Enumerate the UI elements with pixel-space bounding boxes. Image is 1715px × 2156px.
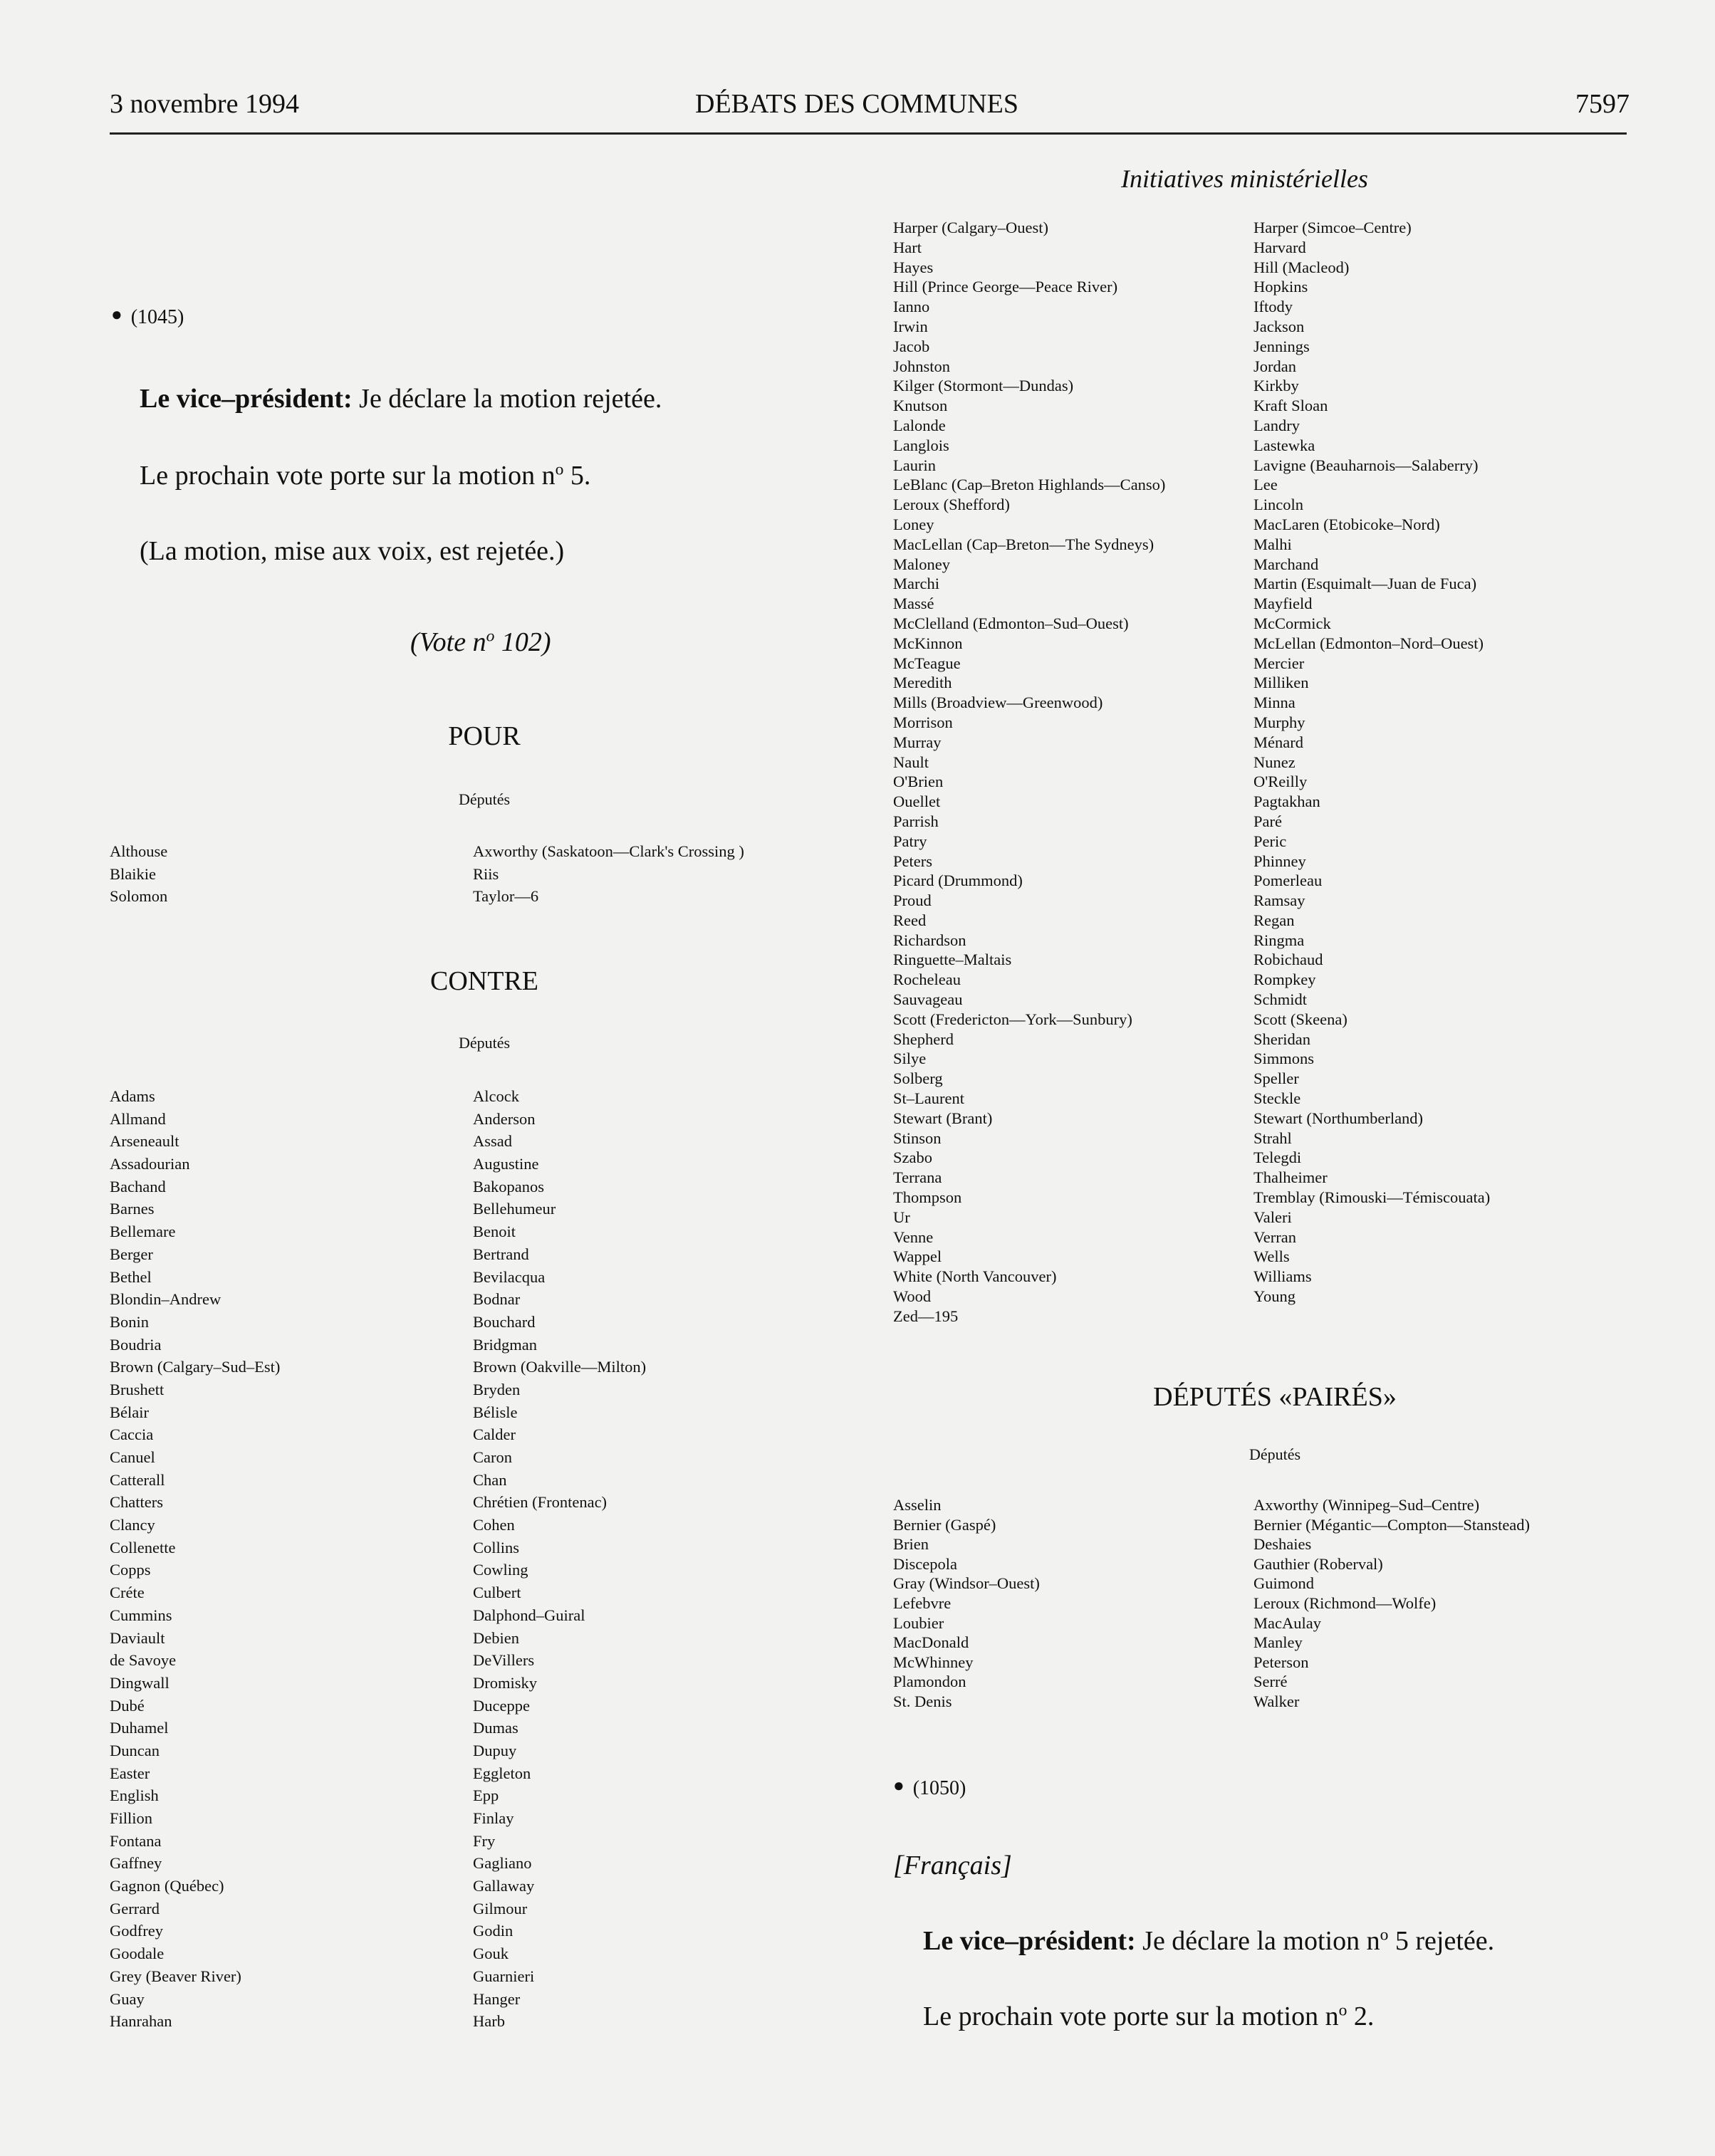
list-item: Grey (Beaver River) (110, 1967, 241, 1985)
list-item: Guimond (1253, 1574, 1315, 1593)
list-item: Hill (Prince George—Peace River) (893, 278, 1118, 296)
list-item: O'Brien (893, 773, 944, 791)
list-item: Solberg (893, 1069, 943, 1088)
list-item: Martin (Esquimalt—Juan de Fuca) (1253, 575, 1477, 593)
list-item: Assad (473, 1132, 512, 1151)
list-item: Maloney (893, 555, 950, 573)
list-item: Gerrard (110, 1899, 160, 1917)
list-item: Daviault (110, 1628, 165, 1647)
list-item: Cowling (473, 1561, 528, 1579)
list-item: Morrison (893, 713, 953, 731)
next-vote-paragraph-2: Le prochain vote porte sur la motion $n^o$ 2. (923, 2001, 1375, 2031)
list-item: Robichaud (1253, 951, 1323, 969)
list-item: Assadourian (110, 1155, 190, 1173)
list-item: Harb (473, 2012, 505, 2031)
list-item: Kraft Sloan (1253, 397, 1328, 415)
list-item: Augustine (473, 1155, 539, 1173)
list-item: Simmons (1253, 1050, 1315, 1068)
list-item: Regan (1253, 911, 1295, 929)
next-vote-paragraph: Le prochain vote porte sur la motion $n^o$ 5. (140, 460, 591, 491)
list-item: Berger (110, 1245, 153, 1263)
list-item: Jacob (893, 337, 930, 355)
speaker-name-2: Le vice–président: (923, 1926, 1136, 1956)
page-number: 7597 (1575, 89, 1630, 119)
list-item: Catterall (110, 1470, 165, 1489)
list-item: Sauvageau (893, 990, 963, 1009)
list-item: Duceppe (473, 1696, 530, 1715)
list-item: Wells (1253, 1247, 1290, 1266)
list-item: Ringuette–Maltais (893, 951, 1012, 969)
list-item: Hart (893, 238, 922, 256)
list-item: Bellemare (110, 1223, 176, 1241)
list-item: Eggleton (473, 1764, 531, 1782)
list-item: Gagliano (473, 1854, 532, 1873)
list-item: Bevilacqua (473, 1267, 546, 1286)
header-rule (110, 132, 1627, 135)
list-item: Lincoln (1253, 496, 1303, 514)
list-item: Nault (893, 753, 929, 771)
list-item: Ramsay (1253, 891, 1305, 910)
list-item: Fry (473, 1831, 496, 1850)
list-item: Meredith (893, 674, 952, 692)
paires-subheading: Députés (1249, 1445, 1301, 1463)
header-title: DÉBATS DES COMMUNES (695, 89, 1018, 119)
list-item: Collins (473, 1538, 520, 1556)
list-item: DeVillers (473, 1651, 535, 1670)
list-item: Debien (473, 1628, 519, 1647)
list-item: Caccia (110, 1425, 154, 1444)
list-item: Lee (1253, 476, 1278, 494)
list-item: Guay (110, 1989, 145, 2008)
list-item: MacLellan (Cap–Breton—The Sydneys) (893, 535, 1154, 553)
list-item: Guarnieri (473, 1967, 535, 1985)
paires-col-1 (893, 1495, 1040, 1712)
list-item: St–Laurent (893, 1089, 964, 1108)
contre-heading: CONTRE (430, 966, 538, 996)
list-item: Pagtakhan (1253, 792, 1320, 811)
list-item: Gagnon (Québec) (110, 1877, 224, 1895)
list-item: Leroux (Richmond—Wolfe) (1253, 1594, 1437, 1612)
vote-number: (Vote $n^o$ 102) (410, 627, 551, 657)
list-item: Epp (473, 1786, 499, 1805)
speaker-paragraph-1: Le vice–président: Je déclare la motion rejetée. (140, 384, 662, 414)
list-item: Peric (1253, 832, 1287, 850)
list-item: Murphy (1253, 713, 1305, 731)
pour-col-1 (110, 840, 167, 908)
list-item: Strahl (1253, 1129, 1292, 1147)
list-item: Szabo (893, 1148, 932, 1167)
list-item: O'Reilly (1253, 773, 1308, 791)
pour-subheading: Députés (458, 790, 511, 808)
list-item: Bouchard (473, 1312, 536, 1331)
contre-col-2 (473, 1085, 646, 2033)
list-item: Alcock (473, 1087, 519, 1105)
list-item: Caron (473, 1448, 512, 1466)
list-item: Serré (1253, 1673, 1288, 1691)
list-item: Blaikie (110, 864, 156, 883)
list-item: Barnes (110, 1200, 155, 1218)
list-item: Stinson (893, 1129, 942, 1147)
list-item: Clancy (110, 1516, 155, 1534)
list-item: McKinnon (893, 634, 963, 652)
list-item: Lalonde (893, 416, 946, 434)
list-item: Silye (893, 1050, 927, 1068)
list-item: Fontana (110, 1831, 162, 1850)
list-item: Steckle (1253, 1089, 1301, 1108)
list-item: Axworthy (Saskatoon—Clark's Crossing ) (473, 842, 744, 860)
list-item: Gauthier (Roberval) (1253, 1554, 1383, 1573)
list-item: Anderson (473, 1109, 536, 1128)
list-item: Bethel (110, 1267, 152, 1286)
list-item: Brown (Calgary–Sud–Est) (110, 1358, 281, 1376)
list-item: Discepola (893, 1554, 957, 1573)
list-item: Tremblay (Rimouski—Témiscouata) (1253, 1188, 1491, 1207)
list-item: Laurin (893, 456, 936, 474)
list-item: Chrétien (Frontenac) (473, 1493, 608, 1512)
list-item: Bernier (Gaspé) (893, 1515, 996, 1534)
list-item: Dubé (110, 1696, 145, 1715)
list-item: Godfrey (110, 1922, 163, 1940)
pour-heading: POUR (448, 721, 521, 751)
list-item: Harper (Calgary–Ouest) (893, 219, 1049, 236)
list-item: Jackson (1253, 317, 1305, 335)
list-item: Allmand (110, 1109, 166, 1128)
list-item: Thompson (893, 1188, 962, 1207)
list-item: Cohen (473, 1516, 515, 1534)
list-item: McTeague (893, 654, 961, 672)
paires-heading: DÉPUTÉS «PAIRÉS» (1153, 1382, 1397, 1412)
list-item: McCormick (1253, 614, 1331, 632)
list-item: Stewart (Northumberland) (1253, 1109, 1424, 1127)
list-item: Terrana (893, 1168, 942, 1187)
section-title: Initiatives ministérielles (1121, 164, 1368, 193)
list-item: Schmidt (1253, 990, 1308, 1009)
list-item: Marchand (1253, 555, 1319, 573)
list-item: Duhamel (110, 1719, 169, 1737)
list-item: Loubier (893, 1613, 944, 1632)
list-item: Plamondon (893, 1673, 966, 1691)
list-item: Chan (473, 1470, 507, 1489)
speaker-name: Le vice–président: (140, 384, 353, 414)
list-item: Culbert (473, 1584, 521, 1602)
list-item: Bélisle (473, 1403, 518, 1421)
list-item: Kirkby (1253, 377, 1299, 395)
list-item: Jordan (1253, 357, 1296, 375)
list-item: Gouk (473, 1945, 509, 1963)
list-item: Irwin (893, 317, 928, 335)
list-item: Sheridan (1253, 1030, 1310, 1048)
list-item: Massé (893, 595, 934, 613)
list-item: Hill (Macleod) (1253, 258, 1350, 276)
paires-col-2 (1253, 1495, 1530, 1712)
list-item: Adams (110, 1087, 155, 1105)
list-item: Bridgman (473, 1335, 537, 1354)
list-item: Patry (893, 832, 927, 850)
list-item: Brown (Oakville—Milton) (473, 1358, 647, 1376)
contre-subheading: Députés (458, 1034, 511, 1052)
list-item: Nunez (1253, 753, 1296, 771)
list-item: Goodale (110, 1945, 165, 1963)
list-item: Duncan (110, 1741, 160, 1759)
list-item: Brien (893, 1535, 929, 1554)
list-item: Riis (473, 864, 499, 883)
list-item: Speller (1253, 1069, 1299, 1088)
list-item: Créte (110, 1584, 145, 1602)
list-item: Kilger (Stormont—Dundas) (893, 377, 1074, 395)
list-item: White (North Vancouver) (893, 1267, 1057, 1286)
list-item: Blondin–Andrew (110, 1290, 221, 1309)
list-item: Axworthy (Winnipeg–Sud–Centre) (1253, 1496, 1480, 1514)
list-item: Richardson (893, 931, 966, 949)
list-item: Parrish (893, 812, 939, 830)
list-item: Leroux (Shefford) (893, 496, 1010, 514)
list-item: Mills (Broadview—Greenwood) (893, 694, 1103, 712)
list-item: Gray (Windsor–Ouest) (893, 1574, 1040, 1593)
list-item: Lavigne (Beauharnois—Salaberry) (1253, 456, 1479, 474)
list-item: Ringma (1253, 931, 1305, 949)
list-item: Collenette (110, 1538, 176, 1556)
contre-col-3 (893, 218, 1165, 1326)
list-item: LeBlanc (Cap–Breton Highlands—Canso) (893, 476, 1166, 494)
list-item: McClelland (Edmonton–Sud–Ouest) (893, 614, 1129, 632)
list-item: Brushett (110, 1380, 165, 1398)
list-item: Wappel (893, 1247, 942, 1266)
list-item: Marchi (893, 575, 939, 593)
list-item: Dromisky (473, 1673, 537, 1692)
list-item: Cummins (110, 1606, 172, 1624)
list-item: Valeri (1253, 1208, 1292, 1226)
contre-col-4 (1253, 218, 1490, 1307)
list-item: Bertrand (473, 1245, 529, 1263)
list-item: Calder (473, 1425, 516, 1444)
list-item: Lefebvre (893, 1594, 952, 1612)
list-item: Bernier (Mégantic—Compton—Stanstead) (1253, 1515, 1531, 1534)
list-item: Dumas (473, 1719, 518, 1737)
list-item: MacDonald (893, 1633, 969, 1652)
list-item: Boudria (110, 1335, 162, 1354)
list-item: Dalphond–Guiral (473, 1606, 585, 1624)
list-item: Stewart (Brant) (893, 1109, 993, 1127)
list-item: Knutson (893, 397, 948, 415)
list-item: Benoit (473, 1223, 516, 1241)
list-item: Johnston (893, 357, 951, 375)
list-item: Wood (893, 1287, 932, 1306)
list-item: Taylor—6 (473, 887, 539, 906)
list-item: Ur (893, 1208, 910, 1226)
list-item: Solomon (110, 887, 168, 906)
list-item: Bonin (110, 1312, 150, 1331)
list-item: Godin (473, 1922, 514, 1940)
list-item: Gaffney (110, 1854, 162, 1873)
list-item: Bachand (110, 1177, 166, 1195)
list-item: Asselin (893, 1496, 942, 1514)
list-item: Minna (1253, 694, 1296, 712)
list-item: Harper (Simcoe–Centre) (1253, 219, 1412, 236)
list-item: Thalheimer (1253, 1168, 1328, 1187)
list-item: Bodnar (473, 1290, 521, 1309)
list-item: McWhinney (893, 1653, 974, 1671)
list-item: Fillion (110, 1809, 153, 1827)
list-item: Langlois (893, 436, 949, 454)
list-item: Ianno (893, 298, 930, 316)
contre-col-1 (110, 1085, 280, 2033)
list-item: Scott (Skeena) (1253, 1010, 1348, 1028)
list-item: Gilmour (473, 1899, 528, 1917)
language-tag: [Français] (893, 1851, 1012, 1880)
list-item: Murray (893, 733, 942, 751)
pour-col-2 (473, 840, 744, 908)
list-item: Harvard (1253, 238, 1306, 256)
list-item: Ménard (1253, 733, 1303, 751)
list-item: Bellehumeur (473, 1200, 556, 1218)
list-item: Pomerleau (1253, 872, 1323, 890)
list-item: Lastewka (1253, 436, 1315, 454)
speaker-paragraph-2: Le vice–président: Je déclare la motion $n^o$ 5 rejetée. (923, 1925, 1495, 1956)
list-item: McLellan (Edmonton–Nord–Ouest) (1253, 634, 1484, 652)
list-item: Hopkins (1253, 278, 1308, 296)
list-item: Landry (1253, 416, 1300, 434)
list-item: Milliken (1253, 674, 1309, 692)
list-item: Shepherd (893, 1030, 954, 1048)
list-item: Malhi (1253, 535, 1292, 553)
list-item: Loney (893, 515, 934, 533)
list-item: Canuel (110, 1448, 155, 1466)
list-item: Rocheleau (893, 970, 961, 989)
list-item: Hanrahan (110, 2012, 172, 2031)
list-item: Williams (1253, 1267, 1312, 1286)
list-item: Bryden (473, 1380, 521, 1398)
list-item: Scott (Fredericton—York—Sunbury) (893, 1010, 1132, 1028)
list-item: Easter (110, 1764, 150, 1782)
list-item: Chatters (110, 1493, 163, 1512)
list-item: Peterson (1253, 1653, 1309, 1671)
list-item: Finlay (473, 1809, 514, 1827)
list-item: Zed—195 (893, 1307, 959, 1325)
header-date: 3 novembre 1994 (110, 89, 299, 119)
list-item: Iftody (1253, 298, 1293, 316)
list-item: Reed (893, 911, 927, 929)
list-item: Bélair (110, 1403, 149, 1421)
list-item: MacLaren (Etobicoke–Nord) (1253, 515, 1440, 533)
list-item: Venne (893, 1228, 934, 1246)
list-item: St. Denis (893, 1692, 952, 1710)
list-item: Hanger (473, 1989, 521, 2008)
list-item: Dupuy (473, 1741, 517, 1759)
list-item: Ouellet (893, 792, 941, 811)
timestamp-1050: ● (1050) (893, 1777, 966, 1800)
list-item: Rompkey (1253, 970, 1316, 989)
list-item: Gallaway (473, 1877, 535, 1895)
list-item: Peters (893, 852, 932, 870)
list-item: Jennings (1253, 337, 1310, 355)
list-item: Phinney (1253, 852, 1306, 870)
list-item: Copps (110, 1561, 151, 1579)
list-item: MacAulay (1253, 1613, 1321, 1632)
list-item: Deshaies (1253, 1535, 1312, 1554)
list-item: Arseneault (110, 1132, 179, 1151)
list-item: Manley (1253, 1633, 1303, 1652)
list-item: Hayes (893, 258, 934, 276)
list-item: Young (1253, 1287, 1296, 1306)
list-item: Walker (1253, 1692, 1300, 1710)
list-item: Mercier (1253, 654, 1305, 672)
list-item: Bakopanos (473, 1177, 544, 1195)
list-item: Verran (1253, 1228, 1296, 1246)
result-paragraph: (La motion, mise aux voix, est rejetée.) (140, 536, 565, 566)
list-item: Paré (1253, 812, 1282, 830)
list-item: Proud (893, 891, 932, 910)
list-item: Telegdi (1253, 1148, 1302, 1167)
list-item: Mayfield (1253, 595, 1313, 613)
timestamp-1045: ● (1045) (111, 306, 184, 329)
list-item: Dingwall (110, 1673, 170, 1692)
list-item: de Savoye (110, 1651, 177, 1670)
list-item: Althouse (110, 842, 168, 860)
list-item: English (110, 1786, 159, 1805)
list-item: Picard (Drummond) (893, 872, 1023, 890)
